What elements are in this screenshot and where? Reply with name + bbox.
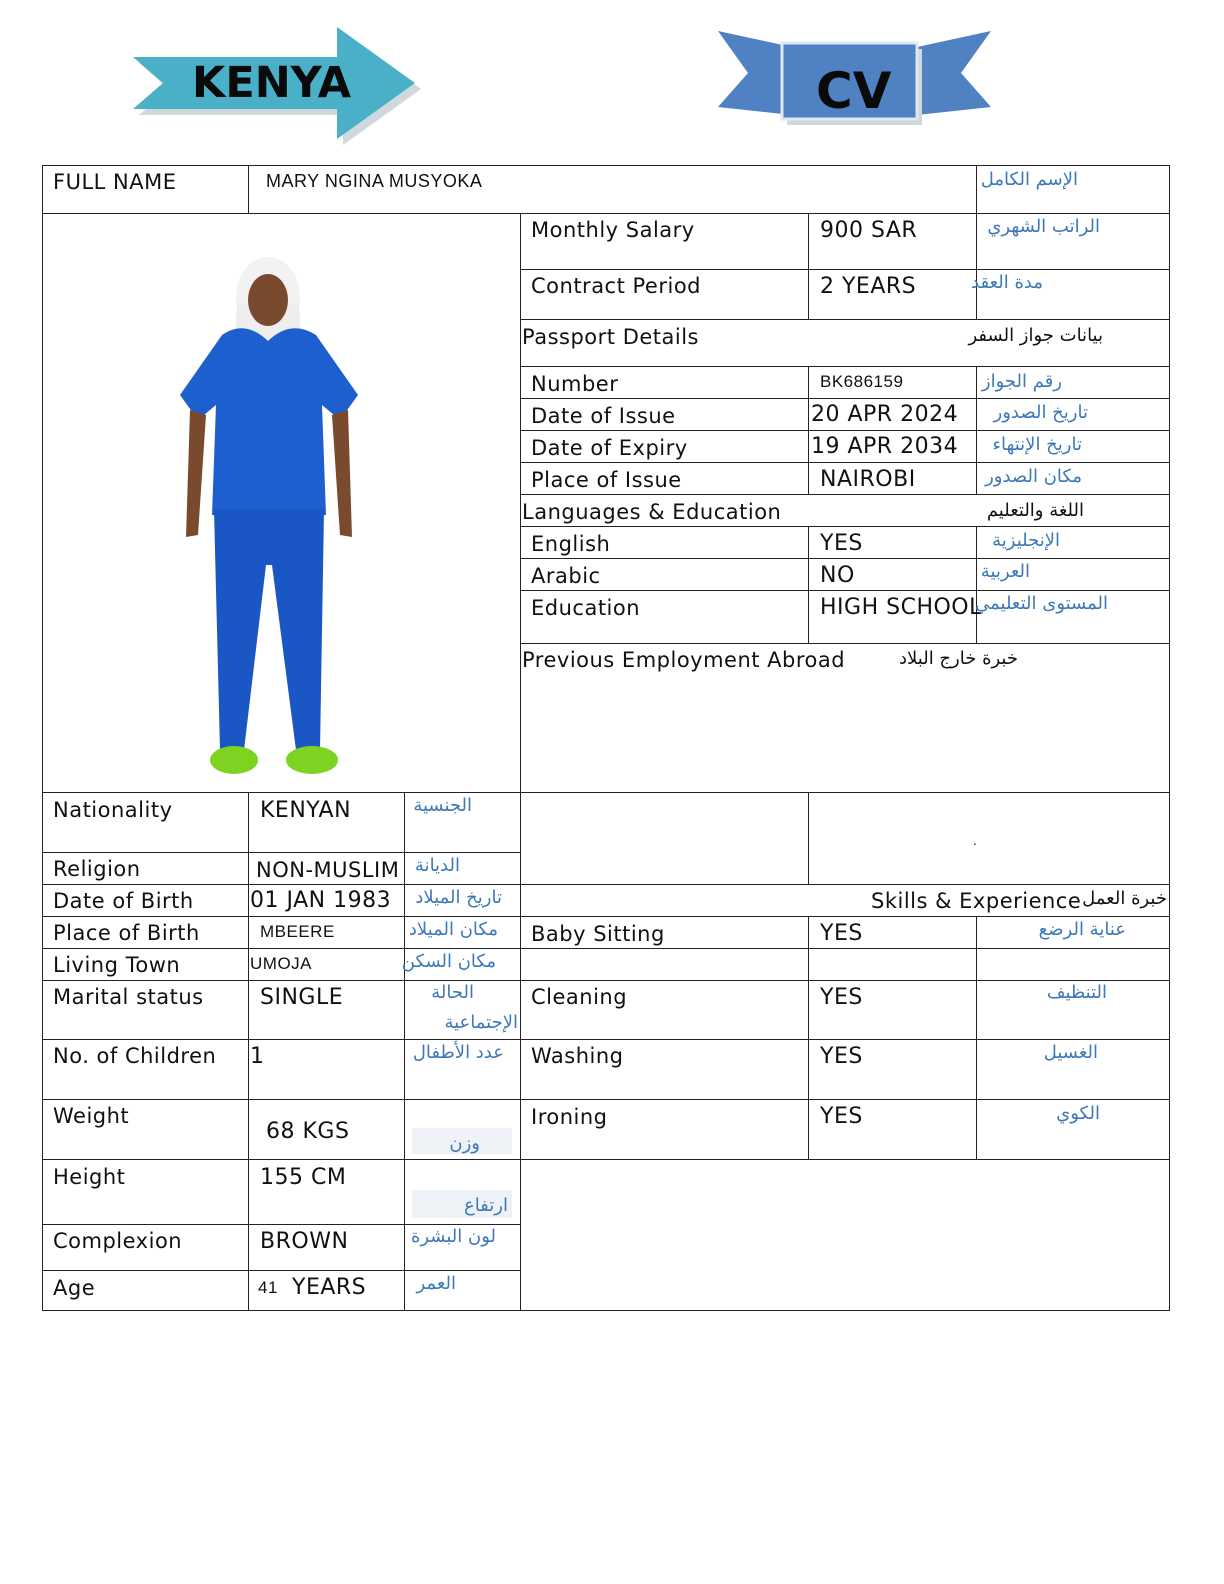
place-of-birth-label-ar: مكان الميلاد: [408, 919, 498, 940]
passport-number-label-ar: رقم الجواز: [981, 371, 1062, 392]
kenya-label: KENYA: [192, 58, 351, 108]
date-of-expiry-label-ar: تاريخ الإنتهاء: [992, 434, 1082, 455]
living-town-value: UMOJA: [250, 954, 312, 973]
place-of-issue-label: Place of Issue: [531, 468, 682, 492]
place-of-issue-value: NAIROBI: [820, 467, 916, 492]
date-of-issue-label-ar: تاريخ الصدور: [993, 402, 1088, 423]
passport-number-value: BK686159: [820, 372, 904, 391]
living-town-label-ar: مكان السكن: [401, 951, 496, 972]
children-value: 1: [250, 1044, 265, 1069]
age-value-unit: YEARS: [292, 1275, 367, 1300]
passport-number-label: Number: [531, 372, 619, 396]
washing-label: Washing: [531, 1044, 624, 1068]
english-value: YES: [820, 531, 863, 556]
education-label: Education: [531, 596, 641, 620]
height-label-ar: ارتفاع: [463, 1195, 508, 1216]
previous-employment-heading: Previous Employment Abroad: [522, 648, 846, 672]
children-label-ar: عدد الأطفال: [412, 1042, 504, 1063]
english-label: English: [531, 532, 611, 556]
monthly-salary-label: Monthly Salary: [531, 218, 695, 242]
baby-sitting-value: YES: [820, 921, 863, 946]
full-name-label: FULL NAME: [53, 170, 177, 194]
passport-heading: Passport Details: [522, 325, 699, 349]
nationality-label-ar: الجنسية: [413, 795, 472, 816]
living-town-label: Living Town: [53, 953, 181, 977]
date-of-birth-label-ar: تاريخ الميلاد: [415, 887, 502, 908]
date-of-issue-label: Date of Issue: [531, 404, 676, 428]
place-of-birth-value: MBEERE: [260, 922, 335, 941]
skills-heading: Skills & Experience: [871, 889, 1082, 913]
date-of-expiry-label: Date of Expiry: [531, 436, 688, 460]
weight-value: 68 KGS: [266, 1119, 350, 1144]
marital-status-label-ar-2: الإجتماعية: [444, 1012, 518, 1033]
cleaning-label-ar: التنظيف: [1046, 982, 1107, 1003]
age-label: Age: [53, 1276, 96, 1300]
arabic-label: Arabic: [531, 564, 601, 588]
place-of-birth-label: Place of Birth: [53, 921, 200, 945]
arabic-label-ar: العربية: [980, 561, 1030, 582]
nationality-label: Nationality: [53, 798, 173, 822]
religion-label: Religion: [53, 857, 141, 881]
ironing-label: Ironing: [531, 1105, 608, 1129]
education-label-ar: المستوى التعليمي: [975, 593, 1108, 614]
height-label: Height: [53, 1165, 126, 1189]
height-value: 155 CM: [260, 1165, 347, 1190]
baby-sitting-label: Baby Sitting: [531, 922, 665, 946]
age-value-number: 41: [258, 1278, 278, 1297]
marital-status-label-ar: الحالة: [431, 982, 474, 1003]
age-label-ar: العمر: [416, 1273, 456, 1294]
washing-value: YES: [820, 1044, 863, 1069]
washing-label-ar: الغسيل: [1043, 1042, 1098, 1063]
education-value: HIGH SCHOOL: [820, 595, 982, 620]
weight-label-ar: وزن: [449, 1133, 480, 1154]
cleaning-label: Cleaning: [531, 985, 628, 1009]
complexion-label-ar: لون البشرة: [410, 1226, 496, 1247]
date-of-issue-value: 20 APR 2024: [811, 402, 959, 427]
skills-heading-ar: خبرة العمل: [1082, 888, 1167, 909]
passport-heading-ar: بيانات جواز السفر: [968, 325, 1103, 346]
religion-value: NON-MUSLIM: [256, 858, 400, 882]
weight-label: Weight: [53, 1104, 130, 1128]
cleaning-value: YES: [820, 985, 863, 1010]
languages-heading: Languages & Education: [522, 500, 782, 524]
marital-status-label: Marital status: [53, 985, 204, 1009]
stray-dot: .: [973, 834, 978, 848]
contract-period-label-ar: مدة العقد: [971, 272, 1043, 293]
ironing-value: YES: [820, 1104, 863, 1129]
nationality-value: KENYAN: [260, 798, 352, 823]
english-label-ar: الإنجليزية: [992, 530, 1060, 551]
cv-label: CV: [816, 62, 892, 120]
full-name-label-ar: الإسم الكامل: [980, 169, 1078, 190]
previous-employment-heading-ar: خبرة خارج البلاد: [899, 648, 1018, 669]
monthly-salary-value: 900 SAR: [820, 218, 918, 243]
contract-period-label: Contract Period: [531, 274, 701, 298]
complexion-value: BROWN: [260, 1229, 349, 1254]
date-of-birth-value: 01 JAN 1983: [250, 888, 392, 913]
complexion-label: Complexion: [53, 1229, 183, 1253]
monthly-salary-label-ar: الراتب الشهري: [987, 216, 1100, 237]
date-of-birth-label: Date of Birth: [53, 889, 194, 913]
religion-label-ar: الديانة: [414, 855, 460, 876]
children-label: No. of Children: [53, 1044, 217, 1068]
ironing-label-ar: الكوي: [1056, 1103, 1100, 1124]
arabic-value: NO: [820, 563, 855, 588]
baby-sitting-label-ar: عناية الرضع: [1038, 919, 1126, 940]
languages-heading-ar: اللغة والتعليم: [986, 500, 1084, 521]
contract-period-value: 2 YEARS: [820, 274, 917, 299]
place-of-issue-label-ar: مكان الصدور: [985, 466, 1082, 487]
marital-status-value: SINGLE: [260, 985, 344, 1010]
full-name-value: MARY NGINA MUSYOKA: [266, 171, 483, 191]
candidate-photo: [150, 245, 390, 790]
date-of-expiry-value: 19 APR 2034: [811, 434, 959, 459]
